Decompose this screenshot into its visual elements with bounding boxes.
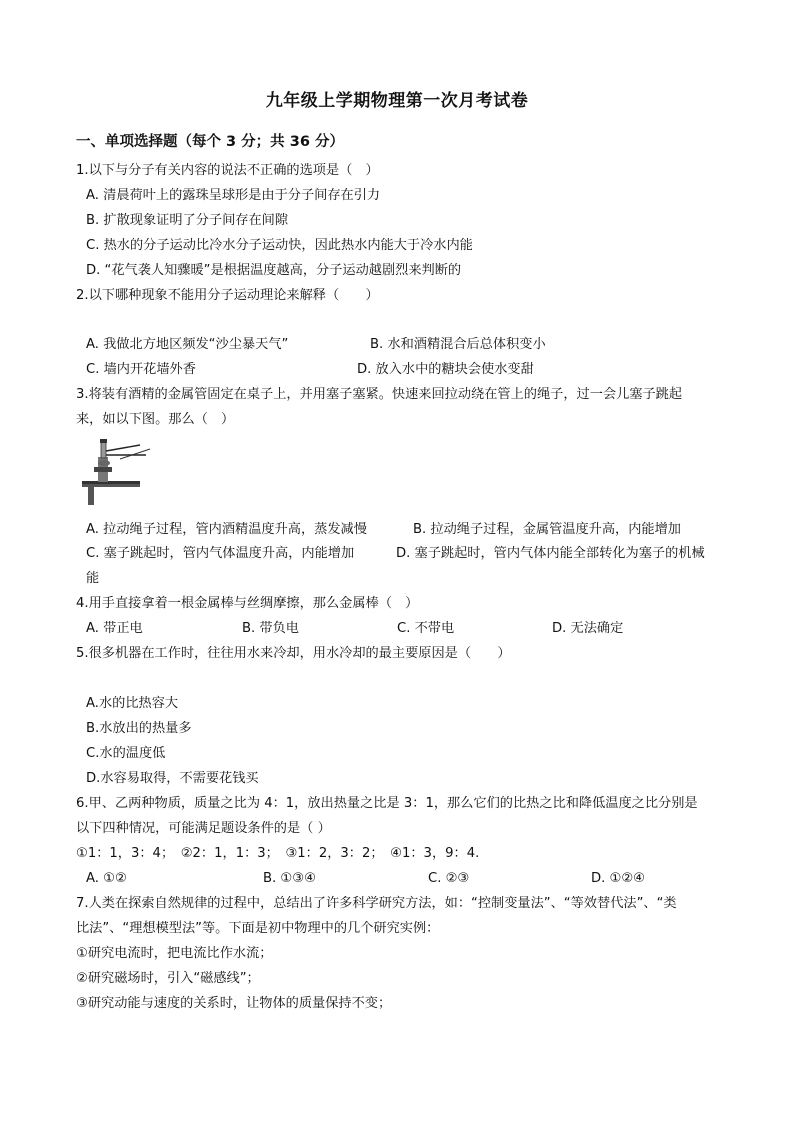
q1-option-a: A. 清晨荷叶上的露珠呈球形是由于分子间存在引力 bbox=[86, 188, 381, 203]
section-heading: 一、单项选择题（每个 3 分；共 36 分） bbox=[76, 134, 344, 150]
q7-item-2: ②研究磁场时，引入“磁感线”； bbox=[76, 971, 260, 986]
q4-option-a: A. 带正电 bbox=[86, 621, 143, 636]
q6-option-c: C. ②③ bbox=[428, 871, 470, 886]
q2-stem: 2.以下哪种现象不能用分子运动理论来解释（ ） bbox=[76, 288, 379, 303]
q7-item-3: ③研究动能与速度的关系时，让物体的质量保持不变； bbox=[76, 996, 392, 1011]
q6-stem-line2: 以下四种情况，可能满足题设条件的是（ ） bbox=[76, 821, 331, 836]
q5-option-d: D.水容易取得，不需要花钱买 bbox=[86, 771, 259, 786]
q3-apparatus-figure bbox=[80, 437, 158, 507]
q2-option-d: D. 放入水中的糖块会使水变甜 bbox=[357, 362, 534, 377]
q5-option-c: C.水的温度低 bbox=[86, 746, 166, 761]
q6-option-b: B. ①③④ bbox=[263, 871, 316, 886]
q5-stem: 5.很多机器在工作时，往往用水来冷却，用水冷却的最主要原因是（ ） bbox=[76, 646, 511, 661]
q6-cases: ①1：1，3：4； ②2：1，1：3； ③1：2，3：2； ④1：3，9：4. bbox=[76, 846, 480, 861]
q1-stem: 1.以下与分子有关内容的说法不正确的选项是（ ） bbox=[76, 163, 379, 178]
q1-option-d: D. “花气袭人知骤暖”是根据温度越高，分子运动越剧烈来判断的 bbox=[86, 263, 462, 278]
q7-stem-line2: 比法”、“理想模型法”等。下面是初中物理中的几个研究实例： bbox=[76, 921, 440, 936]
q5-option-b: B.水放出的热量多 bbox=[86, 721, 192, 736]
q3-option-d: D. 塞子跳起时，管内气体内能全部转化为塞子的机械 bbox=[396, 546, 705, 561]
q4-option-b: B. 带负电 bbox=[242, 621, 299, 636]
q3-option-b: B. 拉动绳子过程，金属管温度升高，内能增加 bbox=[413, 522, 681, 537]
q2-option-b: B. 水和酒精混合后总体积变小 bbox=[370, 337, 546, 352]
q4-stem: 4.用手直接拿着一根金属棒与丝绸摩擦，那么金属棒（ ） bbox=[76, 596, 419, 611]
q7-item-1: ①研究电流时，把电流比作水流； bbox=[76, 946, 273, 961]
q1-option-b: B. 扩散现象证明了分子间存在间隙 bbox=[86, 213, 289, 228]
q1-option-c: C. 热水的分子运动比冷水分子运动快，因此热水内能大于冷水内能 bbox=[86, 238, 473, 253]
q6-option-d: D. ①②④ bbox=[591, 871, 646, 886]
q7-stem-line1: 7.人类在探索自然规律的过程中，总结出了许多科学研究方法，如：“控制变量法”、“等效替代法”、“类 bbox=[76, 896, 677, 911]
page-title: 九年级上学期物理第一次月考试卷 bbox=[265, 91, 529, 111]
q4-option-c: C. 不带电 bbox=[397, 621, 455, 636]
q4-option-d: D. 无法确定 bbox=[552, 621, 624, 636]
q3-option-c: C. 塞子跳起时，管内气体温度升高，内能增加 bbox=[86, 546, 355, 561]
q3-option-a: A. 拉动绳子过程，管内酒精温度升高，蒸发减慢 bbox=[86, 522, 367, 537]
q6-stem-line1: 6.甲、乙两种物质，质量之比为 4：1，放出热量之比是 3：1，那么它们的比热之比和降低温度之比分别是 bbox=[76, 796, 698, 811]
q3-stem-line2: 来，如以下图。那么（ ） bbox=[76, 412, 235, 427]
q5-option-a: A.水的比热容大 bbox=[86, 696, 179, 711]
q2-option-c: C. 墙内开花墙外香 bbox=[86, 362, 196, 377]
q3-stem-line1: 3.将装有酒精的金属管固定在桌子上，并用塞子塞紧。快速来回拉动绕在管上的绳子，过一会儿塞子跳起 bbox=[76, 387, 683, 402]
q2-option-a: A. 我做北方地区频发“沙尘暴天气” bbox=[86, 337, 289, 352]
q6-option-a: A. ①② bbox=[86, 871, 127, 886]
q3-option-d-cont: 能 bbox=[86, 571, 100, 586]
